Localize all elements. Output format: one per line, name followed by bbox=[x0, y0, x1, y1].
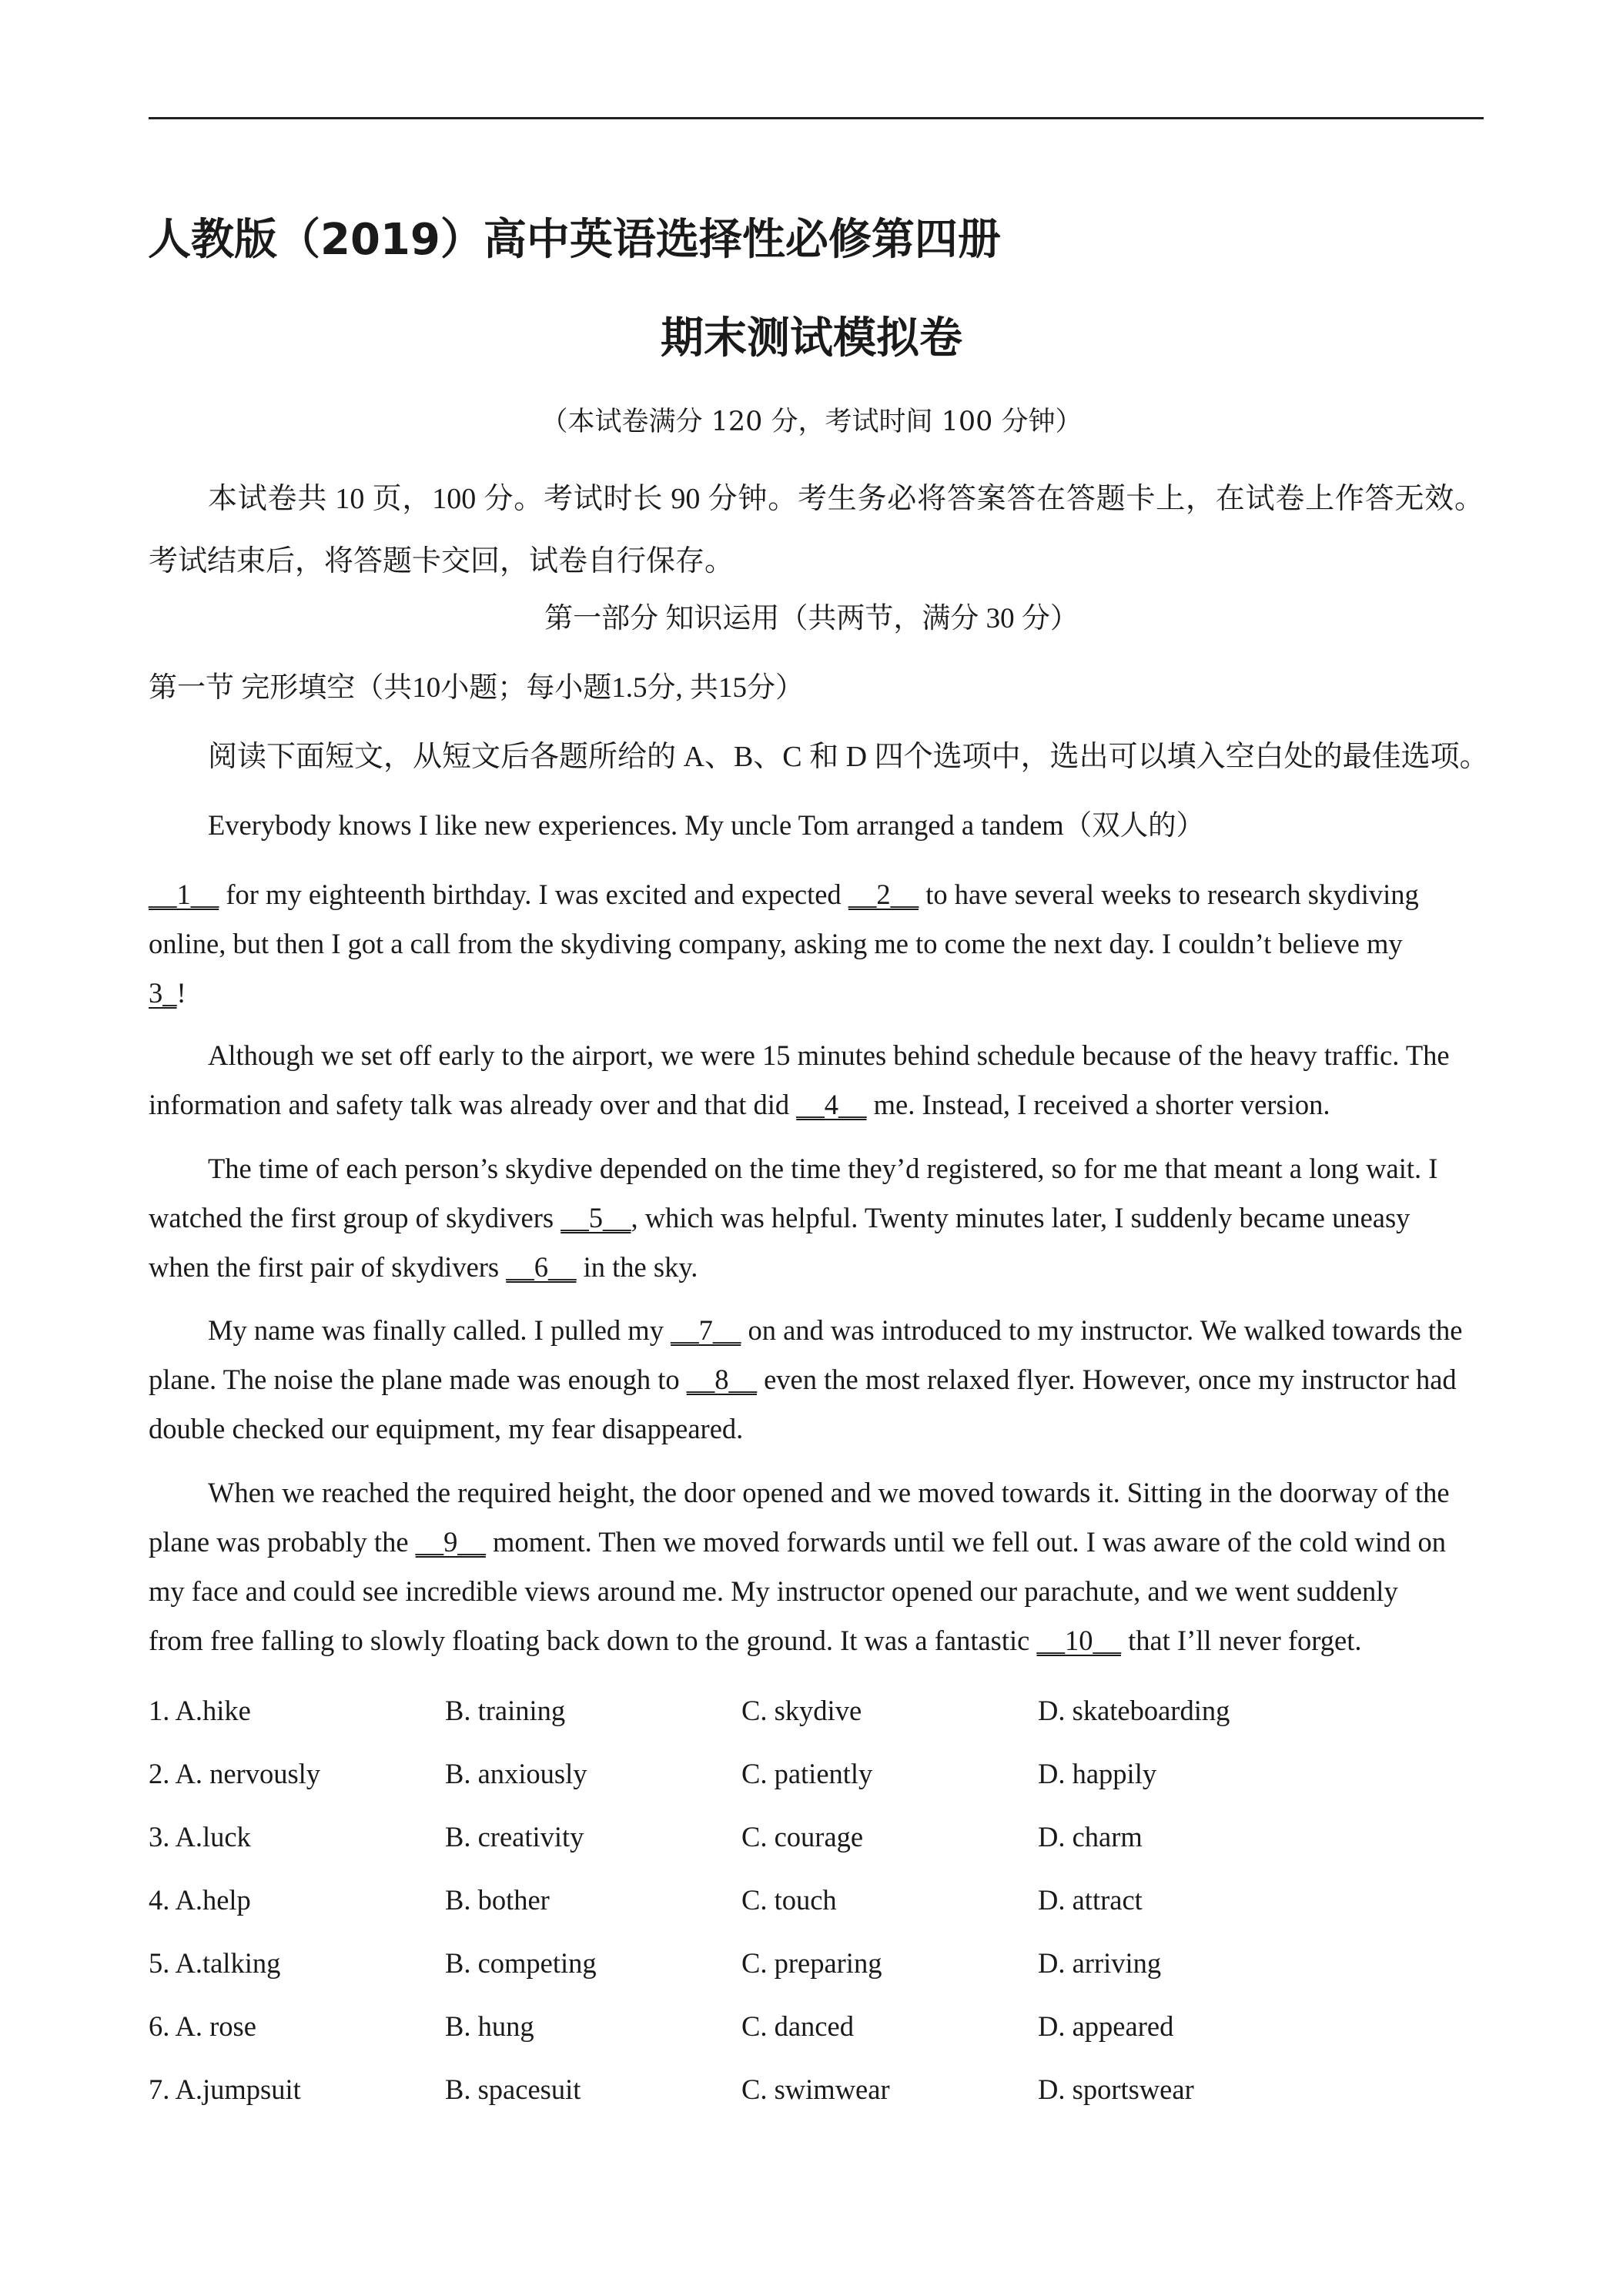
passage-text: , which was helpful. Twenty minutes later, I suddenly became uneasy bbox=[631, 1202, 1411, 1233]
option-d: D. happily bbox=[1038, 1758, 1157, 1789]
passage-text: watched the first group of skydivers bbox=[149, 1202, 561, 1233]
question-options-3 bbox=[149, 1816, 1484, 1859]
passage-line bbox=[149, 1570, 1488, 1613]
option-b: B. bother bbox=[445, 1884, 550, 1916]
passage-text: Although we set off early to the airport, we were 15 minutes behind schedule because of the heavy traffic. The bbox=[208, 1039, 1450, 1071]
option-a: 2. A. nervously bbox=[149, 1758, 321, 1789]
option-a: 4. A.help bbox=[149, 1884, 251, 1916]
option-c: C. swimwear bbox=[741, 2073, 890, 2105]
blank-9: __9__ bbox=[415, 1526, 486, 1558]
option-d: D. attract bbox=[1038, 1884, 1143, 1916]
part-heading: 第一部分 知识运用（共两节，满分 30 分） bbox=[544, 603, 1079, 634]
option-a: 6. A. rose bbox=[149, 2010, 256, 2042]
option-b: B. competing bbox=[445, 1947, 597, 1979]
exam-title: 人教版（2019）高中英语选择性必修第四册 bbox=[148, 215, 1001, 265]
question-options-5 bbox=[149, 1942, 1484, 1985]
option-d: D. charm bbox=[1038, 1821, 1143, 1853]
passage-text: plane was probably the bbox=[149, 1526, 416, 1558]
passage-text: My name was finally called. I pulled my bbox=[208, 1314, 671, 1346]
option-a: 3. A.luck bbox=[149, 1821, 251, 1853]
option-c: C. preparing bbox=[741, 1947, 882, 1979]
blank-6: __6__ bbox=[506, 1251, 577, 1283]
passage-line bbox=[149, 972, 1488, 1015]
passage-line bbox=[149, 1521, 1488, 1564]
passage-line bbox=[208, 1034, 1548, 1077]
passage-text: in the sky. bbox=[576, 1251, 698, 1283]
option-c: C. danced bbox=[741, 2010, 854, 2042]
header-rule bbox=[149, 117, 1484, 119]
exam-subtitle: 期末测试模拟卷 bbox=[661, 313, 962, 363]
passage-text: when the first pair of skydivers bbox=[149, 1251, 507, 1283]
passage-text: me. Instead, I received a shorter version. bbox=[866, 1089, 1330, 1120]
option-a: 1. A.hike bbox=[149, 1695, 251, 1726]
passage-line bbox=[149, 1407, 1488, 1451]
section-heading: 第一节 完形填空（共10小题；每小题1.5分, 共15分） bbox=[149, 672, 804, 704]
passage-line bbox=[208, 1309, 1548, 1352]
passage-line bbox=[208, 804, 1548, 847]
passage-line bbox=[149, 1358, 1488, 1401]
exam-note: （本试卷满分 120 分，考试时间 100 分钟） bbox=[540, 407, 1083, 437]
passage-line bbox=[149, 873, 1488, 916]
question-options-6 bbox=[149, 2005, 1484, 2048]
option-c: C. touch bbox=[741, 1884, 837, 1916]
option-a: 5. A.talking bbox=[149, 1947, 281, 1979]
blank-8: __8__ bbox=[686, 1364, 757, 1395]
option-d: D. skateboarding bbox=[1038, 1695, 1230, 1726]
passage-text: on and was introduced to my instructor. We walked towards the bbox=[741, 1314, 1463, 1346]
passage-line bbox=[149, 1619, 1488, 1662]
question-options-7 bbox=[149, 2068, 1484, 2111]
passage-line bbox=[149, 1197, 1488, 1240]
passage-text: to have several weeks to research skydiving bbox=[919, 879, 1419, 910]
passage-text: my face and could see incredible views around me. My instructor opened our parachute, and we went suddenly bbox=[149, 1575, 1398, 1607]
passage-text: double checked our equipment, my fear disappeared. bbox=[149, 1413, 744, 1444]
option-c: C. patiently bbox=[741, 1758, 873, 1789]
option-b: B. anxiously bbox=[445, 1758, 587, 1789]
option-d: D. appeared bbox=[1038, 2010, 1174, 2042]
blank-5: __5__ bbox=[561, 1202, 631, 1233]
blank-1: __1__ bbox=[149, 879, 219, 910]
passage-line bbox=[208, 1147, 1548, 1190]
passage-text: When we reached the required height, the door opened and we moved towards it. Sitting in the doorway of the bbox=[208, 1477, 1450, 1508]
passage-text: plane. The noise the plane made was enough to bbox=[149, 1364, 687, 1395]
passage-text: The time of each person’s skydive depended on the time they’d registered, so for me that meant a long wait. I bbox=[208, 1153, 1438, 1184]
passage-line bbox=[149, 1246, 1488, 1289]
passage-line bbox=[149, 1083, 1488, 1126]
option-b: B. training bbox=[445, 1695, 566, 1726]
question-options-4 bbox=[149, 1879, 1484, 1922]
option-c: C. skydive bbox=[741, 1695, 862, 1726]
passage-line bbox=[149, 922, 1488, 966]
exam-instructions: 本试卷共 10 页，100 分。考试时长 90 分钟。考生务必将答案答在答题卡上，在试卷上作答无效。考试结束后，将答题卡交回，试卷自行保存。 bbox=[149, 483, 1484, 577]
passage-text: even the most relaxed flyer. However, once my instructor had bbox=[756, 1364, 1457, 1395]
option-d: D. arriving bbox=[1038, 1947, 1162, 1979]
question-options-2 bbox=[149, 1752, 1484, 1796]
option-b: B. hung bbox=[445, 2010, 534, 2042]
question-options-1 bbox=[149, 1689, 1484, 1732]
passage-text: Everybody knows I like new experiences. My uncle Tom arranged a tandem（双人的） bbox=[208, 809, 1205, 841]
option-d: D. sportswear bbox=[1038, 2073, 1194, 2105]
passage-text: ! bbox=[176, 977, 186, 1009]
blank-3: 3_ bbox=[149, 977, 177, 1009]
blank-2: __2__ bbox=[848, 879, 919, 910]
passage-text: for my eighteenth birthday. I was excited and expected bbox=[219, 879, 848, 910]
blank-4: __4__ bbox=[796, 1089, 867, 1120]
option-c: C. courage bbox=[741, 1821, 864, 1853]
passage-text: online, but then I got a call from the skydiving company, asking me to come the next day. I couldn’t believe my bbox=[149, 928, 1403, 959]
option-b: B. creativity bbox=[445, 1821, 584, 1853]
blank-10: __10__ bbox=[1036, 1625, 1121, 1656]
blank-7: __7__ bbox=[671, 1314, 741, 1346]
passage-text: from free falling to slowly floating back down to the ground. It was a fantastic bbox=[149, 1625, 1037, 1656]
option-b: B. spacesuit bbox=[445, 2073, 581, 2105]
passage-text: that I’ll never forget. bbox=[1121, 1625, 1362, 1656]
option-a: 7. A.jumpsuit bbox=[149, 2073, 301, 2105]
passage-text: information and safety talk was already over and that did bbox=[149, 1089, 797, 1120]
passage-line bbox=[208, 1471, 1548, 1514]
section-instruction: 阅读下面短文，从短文后各题所给的 A、B、C 和 D 四个选项中，选出可以填入空白处的最佳选项。 bbox=[208, 741, 1489, 773]
passage-text: moment. Then we moved forwards until we fell out. I was aware of the cold wind on bbox=[485, 1526, 1447, 1558]
